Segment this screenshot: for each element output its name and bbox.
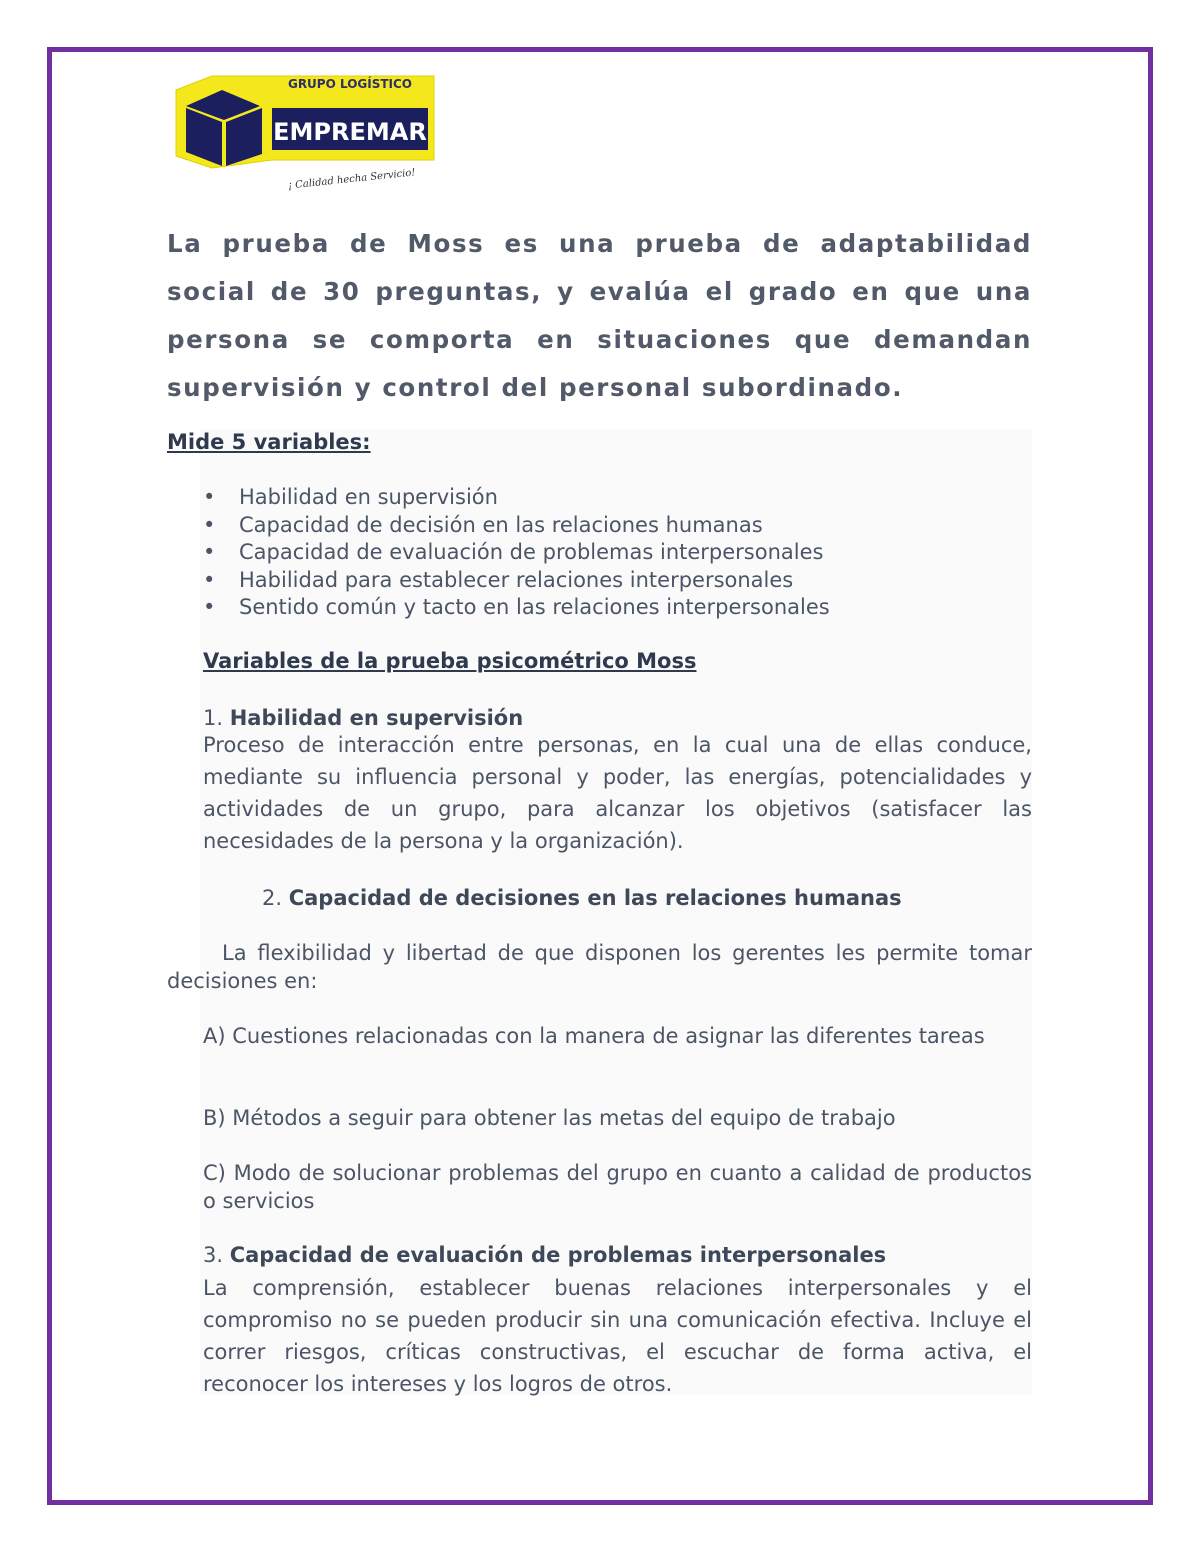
s1-body: Proceso de interacción entre personas, en la cual una de ellas conduce, mediante su influencia personal y poder, las energías, potencialidades y actividades de un grupo, para alcanzar los objetivos (satisfacer las necesidades de la persona y la organización).: [203, 733, 1032, 853]
section-heading: Variables de la prueba psicométrico Moss: [203, 649, 697, 673]
s2-body: La flexibilidad y libertad de que disponen los gerentes les permite tomar decisiones en:: [167, 941, 1032, 993]
variables-heading: Mide 5 variables:: [167, 430, 371, 454]
list-item: • Habilidad para establecer relaciones interpersonales: [203, 567, 830, 595]
s2-item-b: B) Métodos a seguir para obtener las metas del equipo de trabajo: [203, 1106, 896, 1130]
list-item: • Capacidad de evaluación de problemas interpersonales: [203, 539, 830, 567]
s3-heading: 3. Capacidad de evaluación de problemas interpersonales: [203, 1243, 887, 1267]
emprermar-logo: [172, 68, 440, 196]
variables-list: [203, 484, 830, 622]
s2-item-a: A) Cuestiones relacionadas con la manera de asignar las diferentes tareas: [203, 1024, 985, 1048]
s2-item-c: C) Modo de solucionar problemas del grupo en cuanto a calidad de productos o servicios: [203, 1161, 1032, 1213]
list-item: • Sentido común y tacto en las relaciones interpersonales: [203, 594, 830, 622]
s3-body: La comprensión, establecer buenas relaciones interpersonales y el compromiso no se pueden producir sin una comunicación efectiva. Incluye el correr riesgos, críticas constructivas, el escuchar de forma activa, el reconocer los intereses y los logros de otros.: [203, 1276, 1032, 1396]
list-item: • Habilidad en supervisión: [203, 484, 830, 512]
intro-paragraph: La prueba de Moss es una prueba de adaptabilidad social de 30 preguntas, y evalúa el grado en que una persona se comporta en situaciones que demandan supervisión y control del personal subordinado.: [167, 229, 1032, 402]
s2-heading: 2. Capacidad de decisiones en las relaciones humanas: [262, 886, 902, 910]
list-item: • Capacidad de decisión en las relaciones humanas: [203, 512, 830, 540]
svg-text:EMPREMAR: EMPREMAR: [273, 118, 427, 146]
svg-text:GRUPO LOGÍSTICO: GRUPO LOGÍSTICO: [287, 77, 413, 91]
svg-text:¡ Calidad hecha Servicio!: ¡ Calidad hecha Servicio!: [287, 167, 416, 192]
s1-heading: 1. Habilidad en supervisión: [203, 706, 524, 730]
